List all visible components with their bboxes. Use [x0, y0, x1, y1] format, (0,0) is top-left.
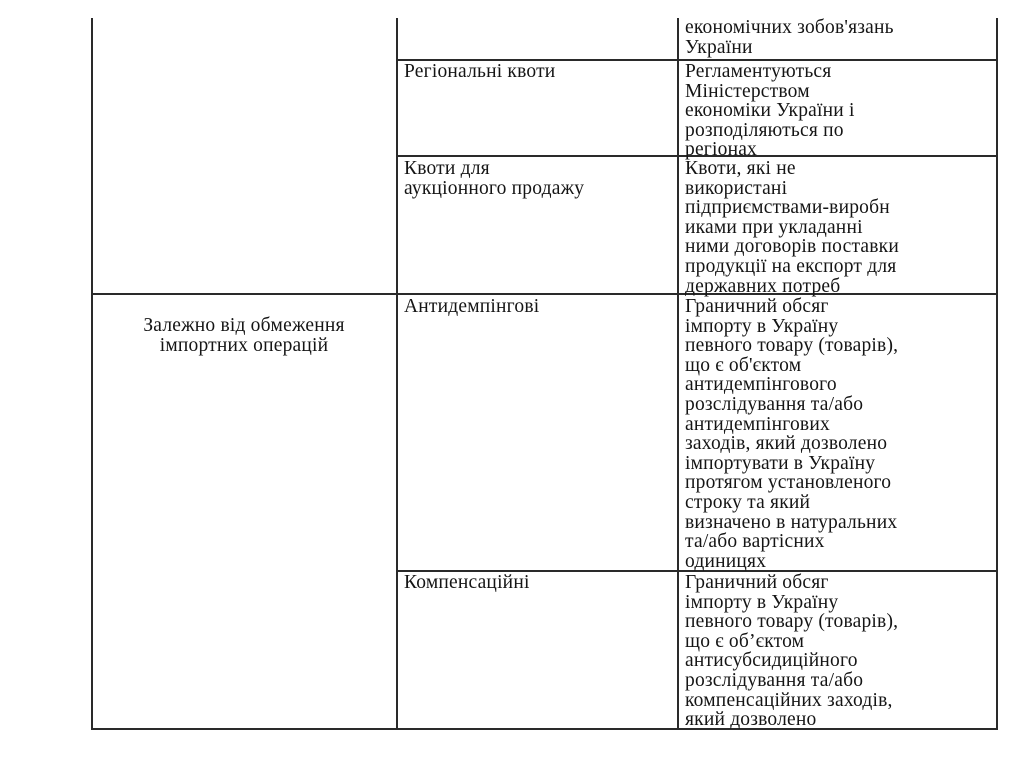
table-cell-description: Квоти, які не використані підприємствами-виробн иками при укладанні ними договорів поставки продукції на експорт для державних потреб [685, 158, 899, 297]
table-cell-type: Квоти для аукціонного продажу [404, 158, 585, 199]
table-border-right [996, 18, 998, 730]
table-divider-col1 [396, 18, 398, 730]
table-cell-type: Компенсаційні [404, 572, 530, 593]
table-cell-description: Регламентуються Міністерством економіки України і розподіляються по регіонах [685, 61, 855, 161]
table-border-left [91, 18, 93, 730]
table-cell-description: Граничний обсяг імпорту в Україну певного товару (товарів), що є об’єктом антисубсидиційного розслідування та/або компенсаційних заходів, який дозволено [685, 572, 899, 731]
table-cell-description: Граничний обсяг імпорту в Україну певного товару (товарів), що є об'єктом антидемпінгового розслідування та/або антидемпінгових заходів, який дозволено імпортувати в Україну протягом установленого строку та який визначено в натуральних та/або вартісних одиницях [685, 296, 899, 572]
table-divider-col2 [677, 18, 679, 730]
table-cell-description: економічних зобов'язань України [685, 17, 894, 58]
table-cell-type: Антидемпінгові [404, 296, 540, 317]
table-cell-type: Регіональні квоти [404, 61, 556, 82]
table-cell-category: Залежно від обмеження імпортних операцій [143, 315, 345, 356]
